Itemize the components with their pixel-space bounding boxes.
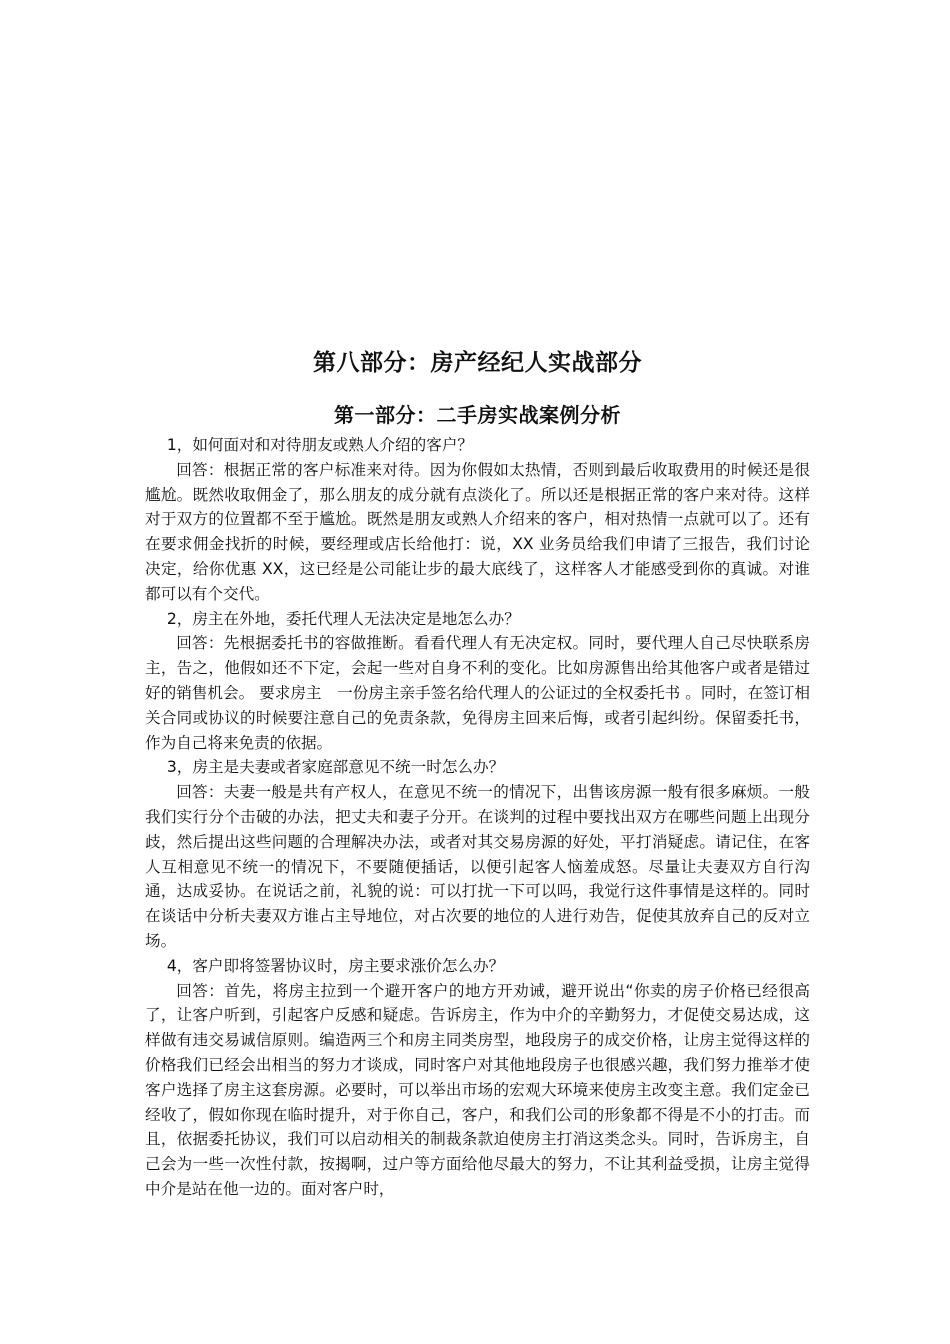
answer-1: 回答：根据正常的客户标准来对待。因为你假如太热情，否则到最后收取费用的时候还是很尴尬。既然收取佣金了，那么朋友的成分就有点淡化了。所以还是根据正常的客户来对待。这样对于双方的位置都不至于尴尬。既然是朋友或熟人介绍来的客户，相对热情一点就可以了。还有在要求佣金找折的时候，要经理或店长给他打：说，XX 业务员给我们申请了三报告，我们讨论决定，给你优惠 XX，这已经是公司能让步的最大底线了，这样客人才能感受到你的真诚。对谁都可以有个交代。 bbox=[145, 460, 810, 603]
question-3: 3，房主是夫妻或者家庭部意见不统一时怎么办？ bbox=[166, 758, 505, 777]
section-subtitle: 第一部分：二手房实战案例分析 bbox=[334, 403, 621, 427]
document-page bbox=[145, 345, 810, 1202]
answer-4: 回答：首先，将房主拉到一个避开客户的地方开劝诫，避开说出“你卖的房子价格已经很高了，让客户听到，引起客户反感和疑虑。告诉房主，作为中介的辛勤努力，才促使交易达成，这样做有违交易诚信原则。编造两三个和房主同类房型，地段房子的成交价格，让房主觉得这样的价格我们已经会出相当的努力才谈成，同时客户对其他地段房子也很感兴趣，我们努力推举才使客户选择了房主这套房源。必要时，可以举出市场的宏观大环境来使房主改变主意。我们定金已经收了，假如你现在临时提升，对于你自己，客户，和我们公司的形象都不得是不小的打击。而且，依据委托协议，我们可以启动相关的制裁条款迫使房主打消这类念头。同时，告诉房主，自己会为一些一次性付款，按揭啊，过户等方面给他尽最大的努力，不让其利益受损，让房主觉得中介是站在他一边的。面对客户时， bbox=[145, 981, 810, 1198]
answer-2: 回答：先根据委托书的容做推断。看看代理人有无决定权。同时，要代理人自己尽快联系房主，告之，他假如还不下定，会起一些对自身不利的变化。比如房源售出给其他客户或者是错过好的销售机会。 要求房主 一份房主亲手签名给代理人的公证过的全权委托书 。同时，在签订相关合同或协议的时候要注意自己的免责条款，免得房主回来后悔，或者引起纠纷。保留委托书，作为自己将来免责的依据。 bbox=[145, 634, 810, 752]
question-2: 2，房主在外地，委托代理人无法决定是地怎么办？ bbox=[166, 609, 520, 628]
question-1: 1，如何面对和对待朋友或熟人介绍的客户？ bbox=[166, 436, 474, 454]
answer-3: 回答：夫妻一般是共有产权人，在意见不统一的情况下，出售该房源一般有很多麻烦。一般我们实行分个击破的办法，把丈夫和妻子分开。在谈判的过程中要找出双方在哪些问题上出现分歧，然后提出这些问题的合理解决办法，或者对其交易房源的好处，平打消疑虑。请记住，在客人互相意见不统一的情况下，不要随便插话，以便引起客人恼羞成怒。尽量让夫妻双方自行沟通，达成妥协。在说话之前，礼貌的说：可以打扰一下可以吗，我觉行这件事情是这样的。同时在谈话中分析夫妻双方谁占主导地位，对占次要的地位的人进行劝告，促使其放弃自己的反对立场。 bbox=[145, 783, 810, 950]
document-title: 第八部分：房产经纪人实战部分 bbox=[313, 350, 642, 376]
question-4: 4，客户即将签署协议时，房主要求涨价怎么办？ bbox=[166, 956, 505, 975]
